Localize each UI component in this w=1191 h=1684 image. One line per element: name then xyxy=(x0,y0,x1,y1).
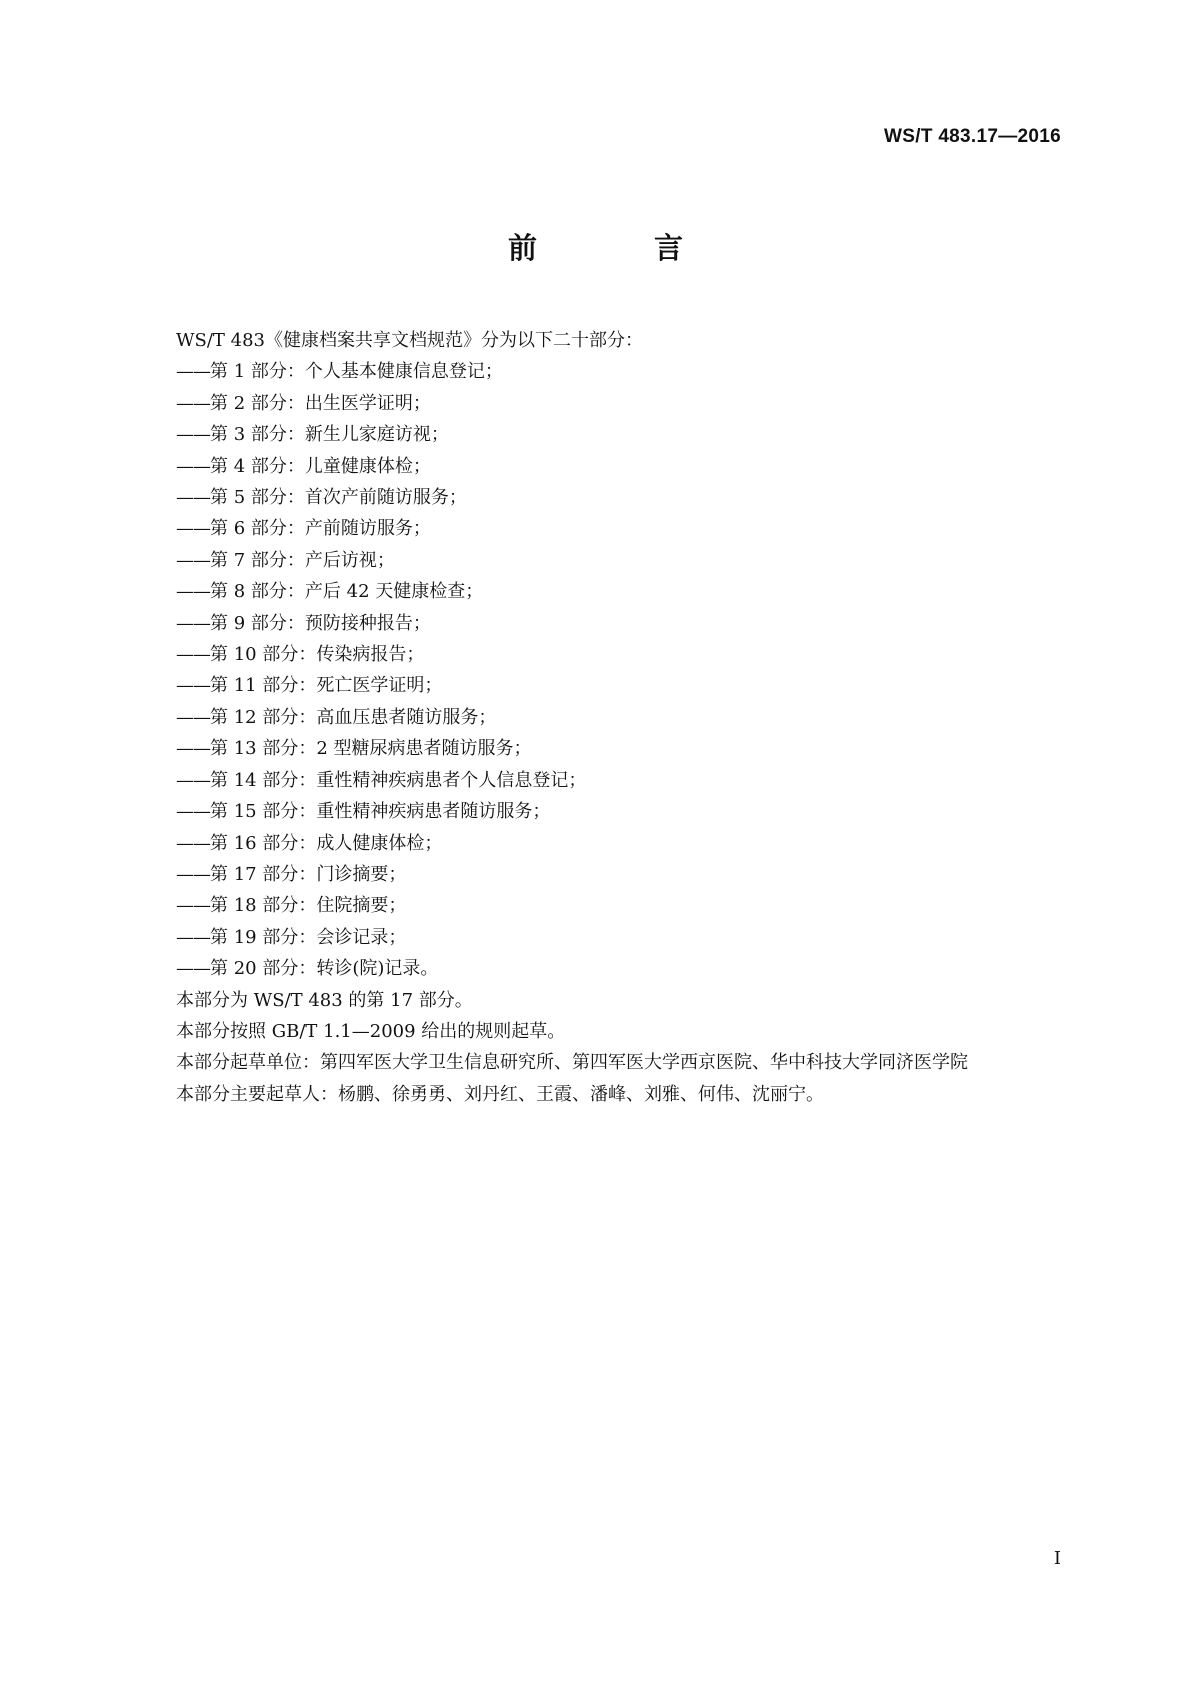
page-title: 前 言 xyxy=(507,231,727,265)
dash-marker: —— xyxy=(176,644,210,666)
part-text: 第 8 部分：产后 42 天健康检查； xyxy=(210,581,484,603)
part-text: 第 6 部分：产前随访服务； xyxy=(210,518,431,540)
page-number: I xyxy=(1053,1548,1061,1569)
dash-marker: —— xyxy=(176,832,210,854)
part-text: 第 9 部分：预防接种报告； xyxy=(210,612,431,634)
dash-marker: —— xyxy=(176,926,210,948)
dash-marker: —— xyxy=(176,769,210,791)
part-item xyxy=(124,356,1070,387)
part-item xyxy=(124,953,1070,984)
part-item xyxy=(124,576,1070,607)
dash-marker: —— xyxy=(176,612,210,634)
dash-marker: —— xyxy=(176,958,210,980)
dash-marker: —— xyxy=(176,706,210,728)
part-item xyxy=(124,513,1070,544)
part-item xyxy=(124,388,1070,419)
part-item xyxy=(124,733,1070,764)
dash-marker: —— xyxy=(176,392,210,414)
drafters-paragraph: 本部分主要起草人：杨鹏、徐勇勇、刘丹红、王霞、潘峰、刘雅、何伟、沈丽宁。 xyxy=(176,1083,824,1105)
part-text: 第 1 部分：个人基本健康信息登记； xyxy=(210,361,503,383)
part-text: 第 18 部分：住院摘要； xyxy=(210,895,407,917)
intro-paragraph: WS/T 483《健康档案共享文档规范》分为以下二十部分： xyxy=(176,330,643,351)
part-item xyxy=(124,765,1070,796)
dash-marker: —— xyxy=(176,424,210,446)
dash-marker: —— xyxy=(176,675,210,697)
part-item xyxy=(124,482,1070,513)
part-text: 第 2 部分：出生医学证明； xyxy=(210,392,431,414)
part-text: 第 13 部分：2 型糖尿病患者随访服务； xyxy=(210,738,532,760)
part-item xyxy=(124,796,1070,827)
part-item xyxy=(124,451,1070,482)
parts-list xyxy=(124,356,1070,984)
part-item xyxy=(124,545,1070,576)
drafting-rules-paragraph: 本部分按照 GB/T 1.1—2009 给出的规则起草。 xyxy=(176,1020,566,1042)
dash-marker: —— xyxy=(176,738,210,760)
dash-marker: —— xyxy=(176,895,210,917)
dash-marker: —— xyxy=(176,581,210,603)
part-text: 第 11 部分：死亡医学证明； xyxy=(210,675,443,697)
part-item xyxy=(124,890,1070,921)
part-item xyxy=(124,608,1070,639)
part-text: 第 16 部分：成人健康体检； xyxy=(210,832,443,854)
part-text: 第 15 部分：重性精神疾病患者随访服务； xyxy=(210,801,551,823)
dash-marker: —— xyxy=(176,863,210,885)
part-text: 第 14 部分：重性精神疾病患者个人信息登记； xyxy=(210,769,587,791)
part-item xyxy=(124,419,1070,450)
part-text: 第 7 部分：产后访视； xyxy=(210,549,395,571)
part-item xyxy=(124,859,1070,890)
this-part-paragraph: 本部分为 WS/T 483 的第 17 部分。 xyxy=(176,989,473,1011)
part-item xyxy=(124,922,1070,953)
part-text: 第 20 部分：转诊(院)记录。 xyxy=(210,958,439,980)
part-text: 第 5 部分：首次产前随访服务； xyxy=(210,487,467,509)
dash-marker: —— xyxy=(176,518,210,540)
part-text: 第 10 部分：传染病报告； xyxy=(210,644,425,666)
part-item xyxy=(124,670,1070,701)
part-text: 第 17 部分：门诊摘要； xyxy=(210,863,407,885)
dash-marker: —— xyxy=(176,801,210,823)
standard-code: WS/T 483.17—2016 xyxy=(884,126,1061,147)
foreword-body xyxy=(124,325,1070,1110)
part-text: 第 4 部分：儿童健康体检； xyxy=(210,455,431,477)
part-text: 第 3 部分：新生儿家庭访视； xyxy=(210,424,449,446)
part-item xyxy=(124,639,1070,670)
drafting-units-paragraph: 本部分起草单位：第四军医大学卫生信息研究所、第四军医大学西京医院、华中科技大学同济医学院 xyxy=(176,1052,968,1074)
dash-marker: —— xyxy=(176,487,210,509)
part-text: 第 19 部分：会诊记录； xyxy=(210,926,407,948)
dash-marker: —— xyxy=(176,361,210,383)
dash-marker: —— xyxy=(176,455,210,477)
part-item xyxy=(124,828,1070,859)
part-text: 第 12 部分：高血压患者随访服务； xyxy=(210,706,497,728)
part-item xyxy=(124,702,1070,733)
dash-marker: —— xyxy=(176,549,210,571)
